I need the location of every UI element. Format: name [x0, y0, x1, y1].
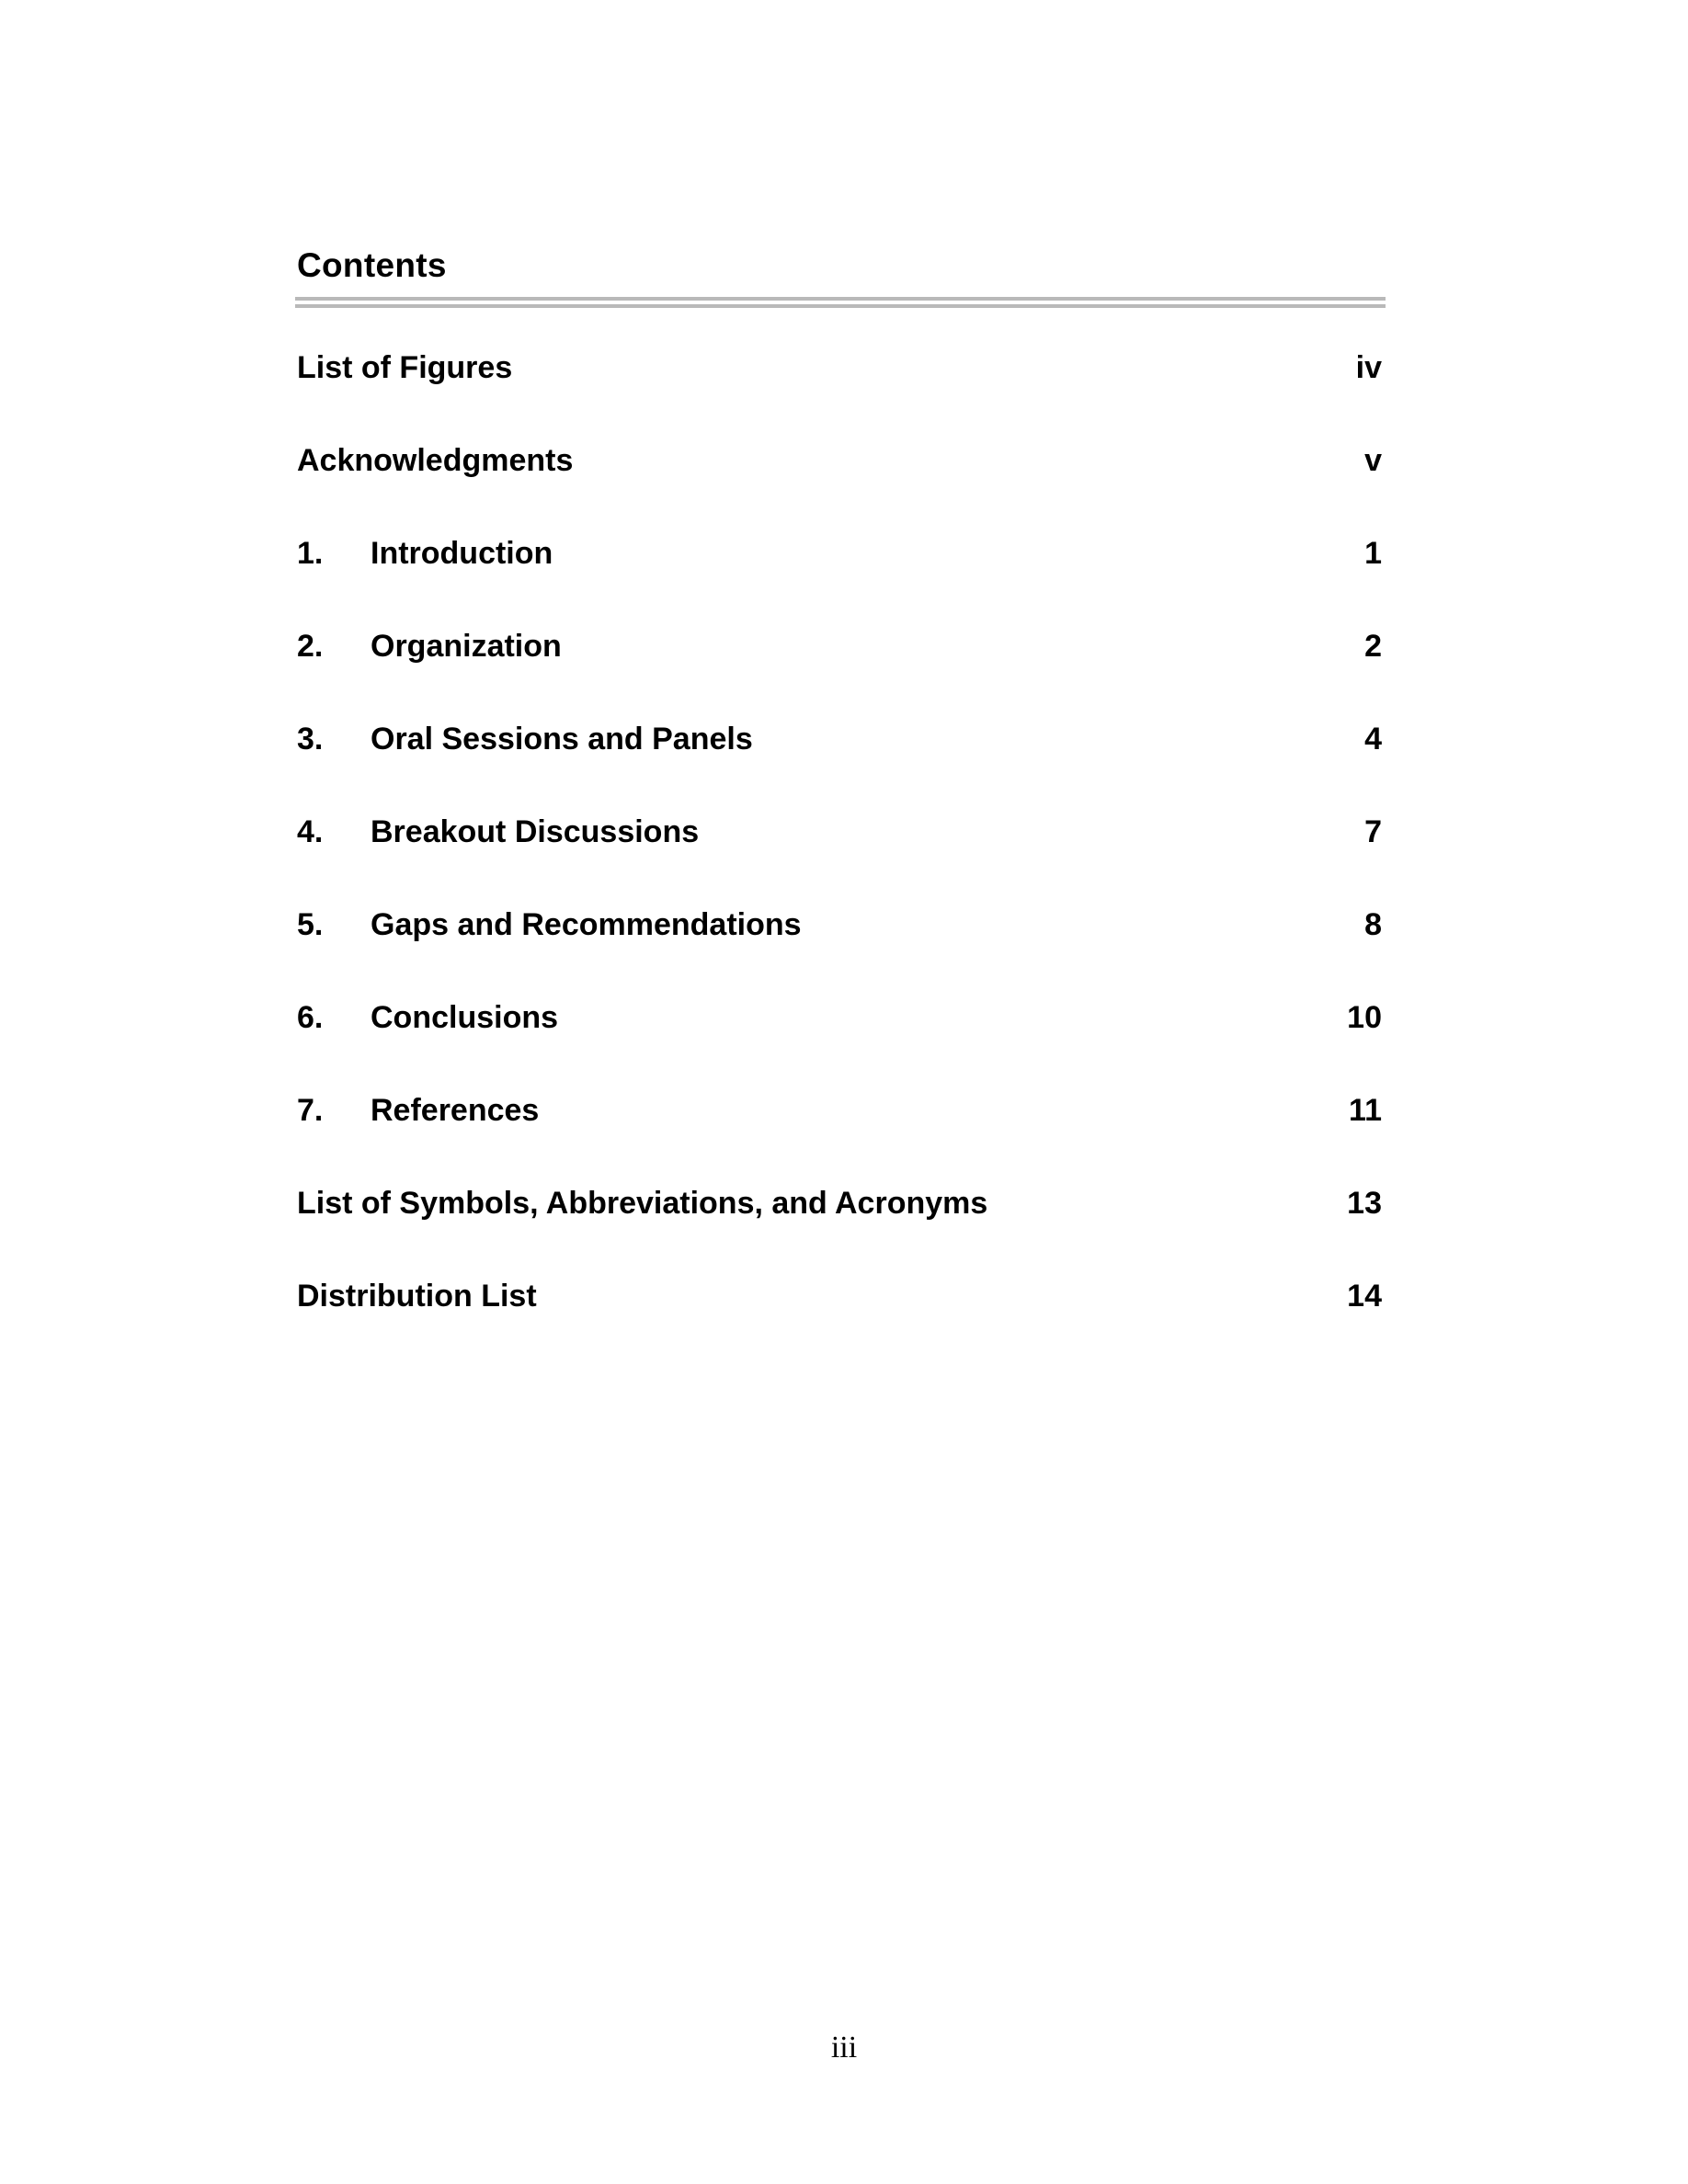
toc-entry-introduction[interactable] — [295, 532, 1386, 625]
toc-entry-list-of-figures[interactable] — [295, 347, 1386, 439]
toc-entry-number: 3. — [297, 722, 324, 756]
toc-entry-organization[interactable] — [295, 625, 1386, 718]
toc-entry-number: 2. — [297, 629, 324, 664]
heading-double-rule — [295, 297, 1386, 308]
toc-entry-label: Organization — [371, 629, 562, 664]
toc-entry-page: 8 — [1364, 907, 1382, 942]
toc-entry-page: 14 — [1347, 1279, 1382, 1314]
toc-entry-label: References — [371, 1093, 540, 1128]
toc-entry-label: List of Symbols, Abbreviations, and Acronyms — [297, 1186, 988, 1221]
toc-entry-page: 13 — [1347, 1186, 1382, 1221]
toc-entry-label: Introduction — [371, 536, 553, 571]
toc-entry-number: 4. — [297, 814, 324, 849]
toc-entry-gaps-recommendations[interactable] — [295, 904, 1386, 996]
toc-entry-page: 2 — [1364, 629, 1382, 664]
toc-entry-breakout-discussions[interactable] — [295, 811, 1386, 904]
toc-entry-acknowledgments[interactable] — [295, 439, 1386, 532]
toc-entry-number: 7. — [297, 1093, 324, 1128]
toc-entries — [295, 347, 1386, 1368]
toc-entry-page: 11 — [1349, 1093, 1382, 1128]
toc-entry-page: v — [1364, 443, 1382, 478]
toc-entry-label: Acknowledgments — [297, 443, 574, 478]
toc-entry-references[interactable] — [295, 1089, 1386, 1182]
toc-entry-conclusions[interactable] — [295, 996, 1386, 1089]
toc-entry-page: 4 — [1364, 722, 1382, 756]
toc-entry-label: Conclusions — [371, 1000, 559, 1035]
toc-entry-symbols-abbreviations[interactable] — [295, 1182, 1386, 1275]
toc-entry-label: Gaps and Recommendations — [371, 907, 802, 942]
toc-entry-label: List of Figures — [297, 350, 513, 385]
toc-entry-number: 1. — [297, 536, 324, 571]
page-number: iii — [830, 2030, 858, 2065]
toc-entry-number: 6. — [297, 1000, 324, 1035]
toc-entry-number: 5. — [297, 907, 324, 942]
contents-heading: Contents — [297, 246, 447, 284]
toc-entry-page: 10 — [1347, 1000, 1382, 1035]
toc-entry-oral-sessions[interactable] — [295, 718, 1386, 811]
toc-entry-page: 1 — [1364, 536, 1382, 571]
toc-entry-label: Breakout Discussions — [371, 814, 700, 849]
toc-entry-page: iv — [1355, 350, 1382, 385]
toc-entry-label: Distribution List — [297, 1279, 537, 1314]
toc-entry-page: 7 — [1364, 814, 1382, 849]
table-of-contents — [295, 244, 1386, 1368]
toc-entry-distribution-list[interactable] — [295, 1275, 1386, 1368]
toc-entry-label: Oral Sessions and Panels — [371, 722, 753, 756]
